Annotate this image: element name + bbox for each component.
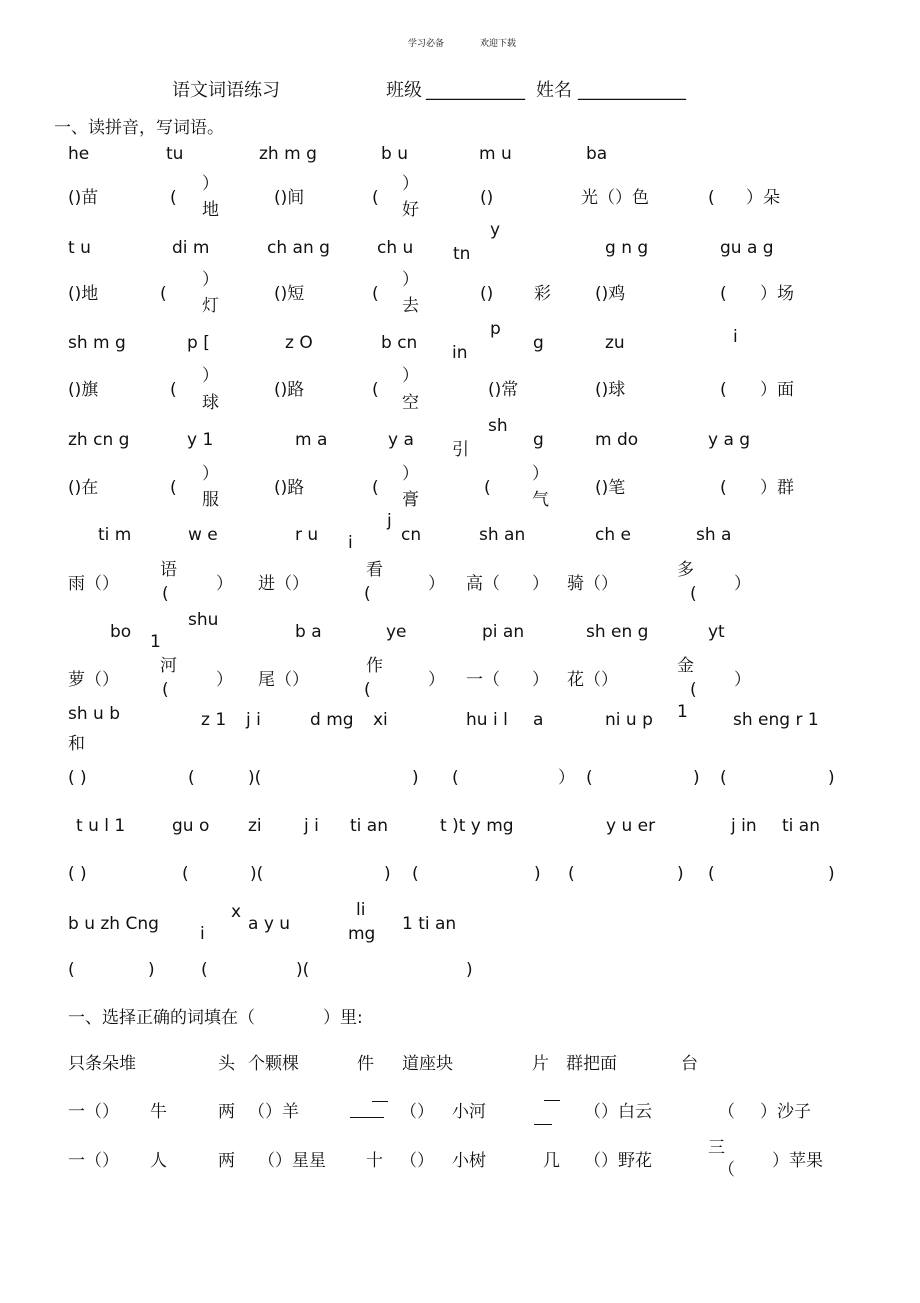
pinyin-syllable: sh en g <box>586 622 649 642</box>
answer-blank-word: ( <box>372 284 379 304</box>
pinyin-syllable: pi an <box>482 622 525 642</box>
one-dash-mark <box>534 1124 552 1125</box>
pinyin-syllable: ti an <box>782 816 820 836</box>
measure-word-blank: 小树 <box>452 1151 486 1171</box>
pinyin-syllable: y 1 <box>187 430 214 450</box>
pinyin-syllable: xi <box>373 710 388 730</box>
answer-blank-word: 萝（） <box>68 670 119 690</box>
worksheet-title: 语文词语练习 <box>172 80 280 101</box>
section-1-heading: 一、读拼音，写词语。 <box>54 118 224 138</box>
name-label: 姓名 <box>536 80 572 101</box>
stacked-char: ） <box>202 464 219 484</box>
pinyin-syllable: b u zh Cng <box>68 914 159 934</box>
answer-blank-word: ( <box>364 680 371 700</box>
answer-blank-word: ()旗 <box>68 380 99 400</box>
answer-blank-word: ( <box>372 478 379 498</box>
section-2-heading: 一、选择正确的词填在（ ）里: <box>68 1008 363 1028</box>
pinyin-syllable: j <box>387 511 392 531</box>
answer-blank-word: 进（） <box>258 574 309 594</box>
measure-word-blank: （）羊 <box>248 1102 299 1122</box>
pinyin-syllable: di m <box>172 238 210 258</box>
measure-word-blank: 小河 <box>452 1102 486 1122</box>
pinyin-syllable: t u l 1 <box>76 816 126 836</box>
pinyin-syllable: gu a g <box>720 238 774 258</box>
pinyin-syllable: mg <box>348 924 376 944</box>
pinyin-syllable: g n g <box>605 238 649 258</box>
answer-blank-word: ) <box>677 864 684 884</box>
measure-word-blank: （）野花 <box>584 1151 652 1171</box>
answer-blank-word: ( <box>720 284 727 304</box>
stacked-char: ） <box>202 174 219 194</box>
answer-blank-word: ()地 <box>68 284 99 304</box>
answer-blank-word: ()路 <box>274 380 305 400</box>
answer-blank-word: 高（ <box>466 574 500 594</box>
answer-blank-word: ） <box>428 670 445 690</box>
stacked-char: ） <box>402 366 419 386</box>
measure-word-option: 件 <box>357 1054 374 1074</box>
stacked-char: 去 <box>402 296 419 316</box>
stacked-char: 空 <box>402 393 419 413</box>
stacked-char: 灯 <box>202 296 219 316</box>
pinyin-syllable: sh <box>488 416 508 436</box>
answer-blank-word: 尾（） <box>258 670 309 690</box>
stacked-char: 好 <box>402 200 419 220</box>
pinyin-syllable: ba <box>586 144 608 164</box>
pinyin-syllable: gu o <box>172 816 210 836</box>
answer-blank-word: ()在 <box>68 478 99 498</box>
answer-blank-word: ( <box>188 768 195 788</box>
answer-blank-word: 骑（） <box>567 574 618 594</box>
measure-word-option: 片 <box>532 1054 549 1074</box>
pinyin-syllable: ti an <box>350 816 388 836</box>
class-label: 班级 <box>386 80 422 101</box>
pinyin-syllable: li <box>356 900 366 920</box>
answer-blank-word: 语 <box>160 560 177 580</box>
answer-blank-word: ）群 <box>760 478 794 498</box>
answer-blank-word: ( <box>690 584 697 604</box>
name-blank: ____________ <box>578 80 686 101</box>
measure-word-blank: 三 <box>708 1138 725 1158</box>
answer-blank-word: ( <box>170 478 177 498</box>
answer-blank-word: ） <box>532 574 549 594</box>
pinyin-syllable: zh cn g <box>68 430 130 450</box>
pinyin-syllable: sh u b <box>68 704 121 724</box>
measure-word-blank: （） <box>400 1102 434 1122</box>
answer-blank-word: ) <box>828 864 835 884</box>
answer-blank-word: )( <box>296 960 310 980</box>
answer-blank-word: ) <box>412 768 419 788</box>
pinyin-syllable: shu <box>188 610 219 630</box>
pinyin-syllable: z 1 <box>201 710 227 730</box>
one-dash-mark <box>544 1100 560 1101</box>
answer-blank-word: ）面 <box>760 380 794 400</box>
pinyin-syllable: p [ <box>187 333 210 353</box>
measure-word-blank: （ <box>718 1160 735 1180</box>
measure-word-option: 道座块 <box>402 1054 453 1074</box>
pinyin-syllable: y a g <box>708 430 751 450</box>
pinyin-syllable: tn <box>453 244 471 264</box>
one-dash-mark <box>350 1117 384 1118</box>
pinyin-syllable: r u <box>295 525 319 545</box>
answer-blank-word: ( <box>170 380 177 400</box>
answer-blank-word: 作 <box>366 656 383 676</box>
pinyin-syllable: y <box>490 220 501 240</box>
stacked-char: ） <box>402 464 419 484</box>
answer-blank-word: 河 <box>160 656 177 676</box>
answer-blank-word: ) <box>534 864 541 884</box>
stacked-char: ） <box>532 464 549 484</box>
pinyin-syllable: ye <box>386 622 407 642</box>
pinyin-syllable: zh m g <box>259 144 317 164</box>
stacked-char: 服 <box>202 490 219 510</box>
pinyin-syllable: y u er <box>606 816 656 836</box>
answer-blank-word: ( <box>708 188 715 208</box>
answer-blank-word: ( ) <box>68 864 87 884</box>
measure-word-blank: 人 <box>150 1151 167 1171</box>
class-blank: ___________ <box>426 80 525 101</box>
measure-word-option: 个颗棵 <box>248 1054 299 1074</box>
answer-blank-word: ( <box>412 864 419 884</box>
measure-word-blank: 一（） <box>68 1102 119 1122</box>
answer-blank-word: ( <box>372 188 379 208</box>
pinyin-syllable: g <box>533 333 544 353</box>
answer-blank-word: 金 <box>677 656 694 676</box>
one-dash-mark <box>372 1101 388 1102</box>
header-left-text: 学习必备 <box>408 39 445 49</box>
answer-blank-word: ) <box>148 960 155 980</box>
stacked-char: 气 <box>532 490 549 510</box>
answer-blank-word: ( <box>720 380 727 400</box>
measure-word-blank: 两 <box>218 1151 235 1171</box>
pinyin-syllable: m a <box>295 430 328 450</box>
answer-blank-word: () <box>480 188 494 208</box>
pinyin-syllable: 和 <box>68 734 85 754</box>
pinyin-syllable: 引 <box>452 440 469 460</box>
answer-blank-word: 花（） <box>567 670 618 690</box>
answer-blank-word: ( <box>690 680 697 700</box>
answer-blank-word: 看 <box>366 560 383 580</box>
pinyin-syllable: i <box>348 533 353 553</box>
pinyin-syllable: ch u <box>377 238 414 258</box>
answer-blank-word: ( <box>372 380 379 400</box>
answer-blank-word: ）朵 <box>746 188 780 208</box>
answer-blank-word: ( <box>162 680 169 700</box>
answer-blank-word: ( <box>720 478 727 498</box>
pinyin-syllable: b u <box>381 144 408 164</box>
answer-blank-word: ( <box>364 584 371 604</box>
answer-blank-word: 彩 <box>534 284 551 304</box>
measure-word-blank: 一（） <box>68 1151 119 1171</box>
measure-word-blank: 两 <box>218 1102 235 1122</box>
pinyin-syllable: in <box>452 343 468 363</box>
answer-blank-word: ()鸡 <box>595 284 626 304</box>
measure-word-blank: 牛 <box>150 1102 167 1122</box>
pinyin-syllable: ni u p <box>605 710 653 730</box>
pinyin-syllable: sh an <box>479 525 526 545</box>
answer-blank-word: ( <box>484 478 491 498</box>
pinyin-syllable: hu i l <box>466 710 508 730</box>
answer-blank-word: () <box>480 284 494 304</box>
pinyin-syllable: zi <box>248 816 262 836</box>
pinyin-syllable: j in <box>731 816 757 836</box>
pinyin-syllable: d mg <box>310 710 354 730</box>
answer-blank-word: ) <box>693 768 700 788</box>
pinyin-syllable: b a <box>295 622 322 642</box>
answer-blank-word: ） <box>428 574 445 594</box>
pinyin-syllable: ch e <box>595 525 631 545</box>
answer-blank-word: ()短 <box>274 284 305 304</box>
answer-blank-word: ()笔 <box>595 478 626 498</box>
answer-blank-word: ( <box>170 188 177 208</box>
answer-blank-word: )( <box>248 768 262 788</box>
answer-blank-word: 多 <box>677 560 694 580</box>
answer-blank-word: ()苗 <box>68 188 99 208</box>
answer-blank-word: 雨（） <box>68 574 119 594</box>
answer-blank-word: ） <box>216 670 233 690</box>
answer-blank-word: ( ) <box>68 768 87 788</box>
answer-blank-word: ） <box>558 768 575 788</box>
stacked-char: 膏 <box>402 490 419 510</box>
pinyin-syllable: cn <box>401 525 422 545</box>
pinyin-syllable: m do <box>595 430 639 450</box>
stacked-char: 地 <box>202 200 219 220</box>
pinyin-syllable: 1 <box>150 632 161 652</box>
answer-blank-word: ) <box>384 864 391 884</box>
pinyin-syllable: m u <box>479 144 512 164</box>
pinyin-syllable: x <box>231 902 242 922</box>
stacked-char: ） <box>202 366 219 386</box>
answer-blank-word: ( <box>160 284 167 304</box>
stacked-char: ） <box>402 174 419 194</box>
answer-blank-word: ( <box>162 584 169 604</box>
measure-word-option: 头 <box>218 1054 235 1074</box>
pinyin-syllable: p <box>490 319 501 339</box>
pinyin-syllable: yt <box>708 622 725 642</box>
pinyin-syllable: ti m <box>98 525 132 545</box>
measure-word-option: 台 <box>681 1054 698 1074</box>
pinyin-syllable: 1 ti an <box>402 914 457 934</box>
answer-blank-word: ()路 <box>274 478 305 498</box>
pinyin-syllable: i <box>200 924 205 944</box>
answer-blank-word: 一（ <box>466 670 500 690</box>
measure-word-blank: （） <box>400 1151 434 1171</box>
answer-blank-word: ） <box>532 670 549 690</box>
pinyin-syllable: j i <box>304 816 319 836</box>
pinyin-syllable: 1 <box>677 702 688 722</box>
pinyin-syllable: bo <box>110 622 132 642</box>
pinyin-syllable: t u <box>68 238 91 258</box>
pinyin-syllable: y a <box>388 430 414 450</box>
answer-blank-word: ( <box>568 864 575 884</box>
answer-blank-word: ()间 <box>274 188 305 208</box>
stacked-char: ） <box>202 270 219 290</box>
pinyin-syllable: b cn <box>381 333 418 353</box>
pinyin-syllable: zu <box>605 333 625 353</box>
measure-word-blank: 几 <box>543 1151 560 1171</box>
answer-blank-word: ( <box>182 864 189 884</box>
answer-blank-word: 光（）色 <box>581 188 649 208</box>
answer-blank-word: )( <box>250 864 264 884</box>
answer-blank-word: ( <box>720 768 727 788</box>
pinyin-syllable: he <box>68 144 90 164</box>
measure-word-blank: ）沙子 <box>760 1102 811 1122</box>
answer-blank-word: ( <box>201 960 208 980</box>
pinyin-syllable: tu <box>166 144 184 164</box>
pinyin-syllable: a <box>533 710 544 730</box>
answer-blank-word: ( <box>68 960 75 980</box>
measure-word-blank: （）白云 <box>584 1102 652 1122</box>
pinyin-syllable: sh m g <box>68 333 126 353</box>
answer-blank-word: ）场 <box>760 284 794 304</box>
answer-blank-word: ()常 <box>488 380 519 400</box>
pinyin-syllable: ch an g <box>267 238 330 258</box>
stacked-char: ） <box>402 270 419 290</box>
measure-word-blank: （ <box>718 1102 735 1122</box>
measure-word-blank: 十 <box>366 1151 383 1171</box>
answer-blank-word: ()球 <box>595 380 626 400</box>
answer-blank-word: ） <box>216 574 233 594</box>
pinyin-syllable: t )t y mg <box>440 816 514 836</box>
measure-word-option: 群把面 <box>566 1054 617 1074</box>
pinyin-syllable: sh a <box>696 525 732 545</box>
pinyin-syllable: j i <box>246 710 261 730</box>
pinyin-syllable: g <box>533 430 544 450</box>
answer-blank-word: ) <box>828 768 835 788</box>
pinyin-syllable: w e <box>188 525 218 545</box>
answer-blank-word: ） <box>734 574 751 594</box>
header-right-text: 欢迎下载 <box>480 39 517 49</box>
answer-blank-word: ( <box>452 768 459 788</box>
pinyin-syllable: i <box>733 327 738 347</box>
answer-blank-word: ( <box>708 864 715 884</box>
answer-blank-word: ( <box>586 768 593 788</box>
pinyin-syllable: sh eng r 1 <box>733 710 819 730</box>
measure-word-option: 只条朵堆 <box>68 1054 136 1074</box>
pinyin-syllable: a y u <box>248 914 291 934</box>
stacked-char: 球 <box>202 393 219 413</box>
pinyin-syllable: z O <box>285 333 313 353</box>
measure-word-blank: ）苹果 <box>772 1151 823 1171</box>
answer-blank-word: ） <box>734 670 751 690</box>
measure-word-blank: （）星星 <box>258 1151 326 1171</box>
answer-blank-word: ) <box>466 960 473 980</box>
